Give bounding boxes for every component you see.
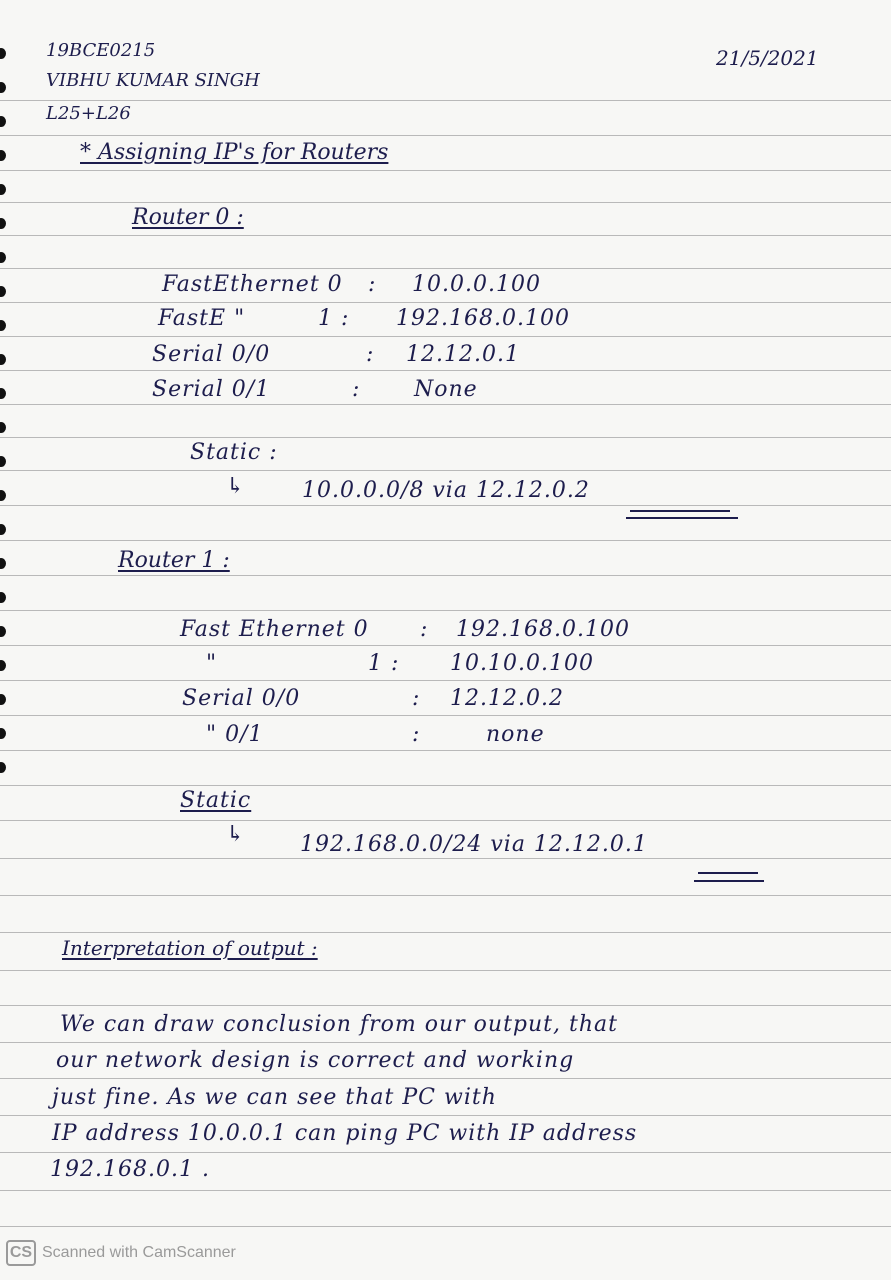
router1-if2-sep: : [412, 686, 421, 711]
binding-hole [0, 116, 6, 127]
ruled-line [0, 645, 891, 646]
binding-hole [0, 422, 6, 433]
lab-slot: L25+L26 [46, 103, 131, 124]
router0-if3-value: None [414, 377, 478, 402]
router1-if0-value: 192.168.0.100 [456, 617, 630, 642]
binding-hole [0, 524, 6, 535]
ruled-line [0, 715, 891, 716]
ruled-line [0, 575, 891, 576]
interpretation-line: We can draw conclusion from our output, that [60, 1012, 618, 1037]
binding-hole [0, 592, 6, 603]
binding-hole [0, 558, 6, 569]
ruled-line [0, 1226, 891, 1227]
double-underline-mark [694, 880, 764, 882]
router0-heading: Router 0 : [132, 205, 244, 230]
router1-if3-name: " 0/1 [206, 722, 264, 747]
interpretation-heading: Interpretation of output : [62, 936, 318, 960]
binding-hole [0, 320, 6, 331]
binding-hole [0, 728, 6, 739]
router1-if1-value: 10.10.0.100 [450, 651, 594, 676]
ruled-line [0, 858, 891, 859]
ruled-line [0, 370, 891, 371]
router0-if1-value: 192.168.0.100 [396, 306, 570, 331]
router1-if3-sep: : [412, 722, 421, 747]
binding-hole [0, 150, 6, 161]
student-name: VIBHU KUMAR SINGH [46, 70, 260, 91]
date: 21/5/2021 [716, 46, 819, 70]
ruled-line [0, 1005, 891, 1006]
binding-hole [0, 48, 6, 59]
roll-number: 19BCE0215 [46, 40, 156, 61]
router1-if1-sep: 1 : [368, 651, 400, 676]
ruled-line [0, 505, 891, 506]
ruled-line [0, 932, 891, 933]
binding-hole [0, 184, 6, 195]
binding-hole [0, 82, 6, 93]
router0-if2-name: Serial 0/0 [152, 342, 271, 367]
ruled-line [0, 1078, 891, 1079]
ruled-line [0, 970, 891, 971]
router0-if2-value: 12.12.0.1 [406, 342, 520, 367]
router0-static-heading: Static : [190, 440, 278, 465]
interpretation-line: 192.168.0.1 . [50, 1157, 210, 1182]
ruled-line [0, 404, 891, 405]
watermark-text: Scanned with CamScanner [42, 1244, 236, 1261]
ruled-line [0, 100, 891, 101]
router0-static-arrow: ↳ [226, 474, 245, 499]
ruled-line [0, 437, 891, 438]
router1-if2-value: 12.12.0.2 [450, 686, 564, 711]
binding-hole [0, 218, 6, 229]
ruled-line [0, 1152, 891, 1153]
binding-hole [0, 388, 6, 399]
ruled-line [0, 820, 891, 821]
router0-if3-name: Serial 0/1 [152, 377, 271, 402]
double-underline-mark [626, 517, 738, 519]
binding-hole [0, 660, 6, 671]
ruled-line [0, 1042, 891, 1043]
ruled-line [0, 202, 891, 203]
ruled-line [0, 235, 891, 236]
router1-static-heading: Static [180, 788, 252, 813]
ruled-line [0, 895, 891, 896]
interpretation-line: our network design is correct and working [56, 1048, 575, 1073]
binding-hole [0, 354, 6, 365]
ruled-line [0, 785, 891, 786]
router0-if0-sep: : [368, 272, 377, 297]
double-underline-mark [698, 872, 758, 874]
double-underline-mark [630, 510, 730, 512]
ruled-line [0, 1190, 891, 1191]
ruled-line [0, 268, 891, 269]
ruled-line [0, 750, 891, 751]
router0-if0-value: 10.0.0.100 [412, 272, 541, 297]
router1-if2-name: Serial 0/0 [182, 686, 301, 711]
ruled-line [0, 1115, 891, 1116]
binding-hole [0, 694, 6, 705]
ruled-line [0, 336, 891, 337]
ruled-line [0, 170, 891, 171]
router1-if0-name: Fast Ethernet 0 [180, 617, 369, 642]
router0-static-route: 10.0.0.0/8 via 12.12.0.2 [302, 478, 590, 503]
interpretation-line: just fine. As we can see that PC with [52, 1085, 497, 1110]
interpretation-line: IP address 10.0.0.1 can ping PC with IP address [52, 1121, 638, 1146]
binding-hole [0, 762, 6, 773]
ruled-line [0, 610, 891, 611]
page-title: * Assigning IP's for Routers [80, 140, 389, 165]
camscanner-logo-icon: CS [6, 1240, 36, 1266]
router0-if1-name: FastE " [158, 306, 246, 331]
router0-if0-name: FastEthernet 0 [162, 272, 343, 297]
binding-hole [0, 252, 6, 263]
binding-hole [0, 626, 6, 637]
router0-if2-sep: : [366, 342, 375, 367]
binding-hole [0, 456, 6, 467]
router1-static-arrow: ↳ [226, 822, 245, 847]
ruled-line [0, 135, 891, 136]
router0-if1-sep: 1 : [318, 306, 350, 331]
router1-static-route: 192.168.0.0/24 via 12.12.0.1 [300, 832, 648, 857]
binding-hole [0, 490, 6, 501]
router0-if3-sep: : [352, 377, 361, 402]
router1-if3-value: none [486, 722, 545, 747]
router1-if1-name: " [206, 651, 218, 676]
ruled-line [0, 302, 891, 303]
ruled-line [0, 680, 891, 681]
ruled-line [0, 470, 891, 471]
router1-heading: Router 1 : [118, 548, 230, 573]
ruled-line [0, 540, 891, 541]
binding-hole [0, 286, 6, 297]
camscanner-watermark [6, 1240, 236, 1266]
router1-if0-sep: : [420, 617, 429, 642]
